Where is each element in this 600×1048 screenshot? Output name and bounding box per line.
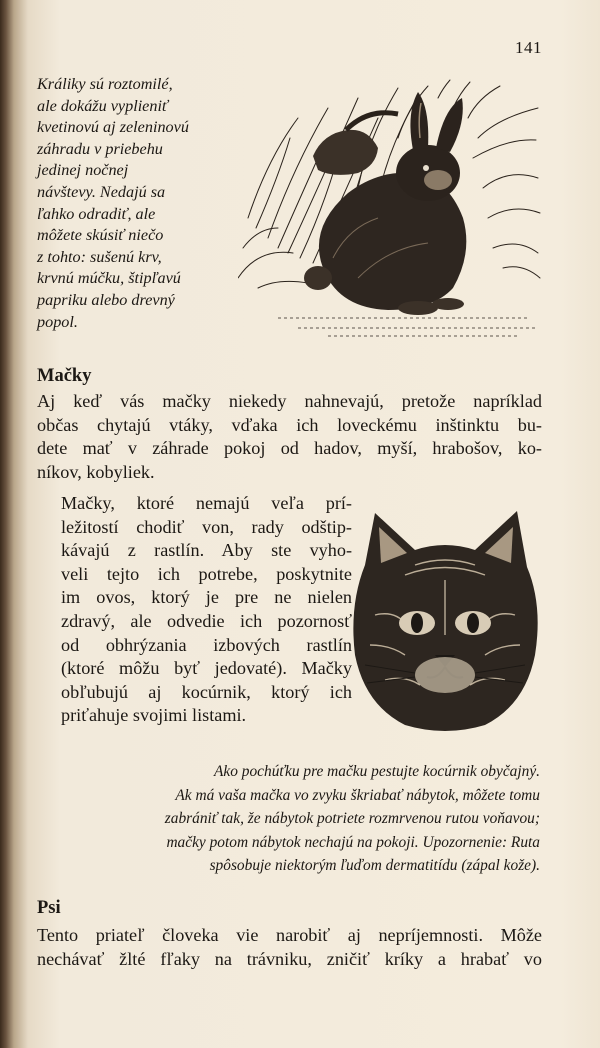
rabbit-illustration: [238, 78, 544, 346]
caption-line: návštevy. Nedajú sa: [37, 182, 166, 201]
text-line: Tento priateľ človeka vie narobiť aj nepríjemnosti. Môže: [37, 925, 542, 945]
cat-caption: [82, 760, 540, 878]
caption-line: jedinej nočnej: [37, 161, 129, 180]
caption-line: môžete skúsiť niečo: [37, 226, 164, 245]
cats-paragraph-2: [37, 492, 352, 728]
cats-paragraph-1: [37, 390, 542, 484]
caption-line: spôsobuje niektorým ľuďom dermatitídu (zápal kože).: [209, 857, 540, 874]
caption-line: kvetinovú aj zeleninovú: [37, 118, 189, 137]
caption-line: ľahko odradiť, ale: [37, 204, 156, 223]
text-line: občas chytajú vtáky, vďaka ich loveckému inštinktu bu-: [37, 414, 542, 435]
text-line: obľubujú aj kocúrnik, ktorý ich: [61, 681, 352, 702]
text-line: od obhrýzania izbových rastlín: [61, 634, 352, 655]
caption-line: z tohto: sušenú krv,: [37, 247, 162, 266]
section-heading-dogs: Psi: [37, 898, 61, 918]
dogs-paragraph: [37, 924, 542, 971]
page-number: 141: [515, 38, 542, 57]
rabbit-caption: [37, 74, 237, 333]
cat-illustration: [345, 505, 545, 737]
text-line: níkov, kobyliek.: [37, 461, 155, 482]
caption-line: krvnú múčku, štipľavú: [37, 269, 181, 288]
text-line: im ovos, ktorý je pre ne nielen: [61, 587, 352, 608]
caption-line: popol.: [37, 312, 78, 331]
text-line: zdravý, ale odvedie ich pozornosť: [61, 610, 352, 631]
caption-line: ale dokážu vyplieniť: [37, 96, 168, 115]
caption-line: papriku alebo drevný: [37, 290, 175, 309]
caption-line: zabrániť tak, že nábytok potriete rozmrvenou rutou voňavou;: [164, 810, 540, 827]
text-line: priťahuje svojimi listami.: [61, 705, 247, 726]
section-heading-cats: Mačky: [37, 366, 92, 386]
caption-line: Ak má vaša mačka vo zvyku škriabať nábytok, môžete tomu: [175, 786, 540, 804]
text-line: veli tejto ich potrebe, poskytnite: [61, 563, 352, 584]
caption-line: Králiky sú roztomilé,: [37, 75, 173, 93]
caption-line: Ako pochúťku pre mačku pestujte kocúrnik obyčajný.: [214, 763, 540, 780]
text-line: nechávať žlté fľaky na trávniku, zničiť kríky a hrabať vo: [37, 948, 542, 969]
caption-line: záhradu v priebehu: [37, 139, 163, 158]
text-line: Mačky, ktoré nemajú veľa prí-: [61, 493, 352, 513]
caption-line: mačky potom nábytok nechajú na pokoji. Upozornenie: Ruta: [166, 833, 540, 851]
text-line: Aj keď vás mačky niekedy nahnevajú, pretože napríklad: [37, 391, 542, 411]
text-line: ležitostí chodiť von, rady odštip-: [61, 516, 352, 537]
text-line: dete mať v záhrade pokoj od hadov, myší, hrabošov, ko-: [37, 438, 542, 459]
text-line: kávajú z rastlín. Aby ste vyho-: [61, 540, 352, 561]
text-line: (ktoré môžu byť jedovaté). Mačky: [61, 658, 352, 679]
